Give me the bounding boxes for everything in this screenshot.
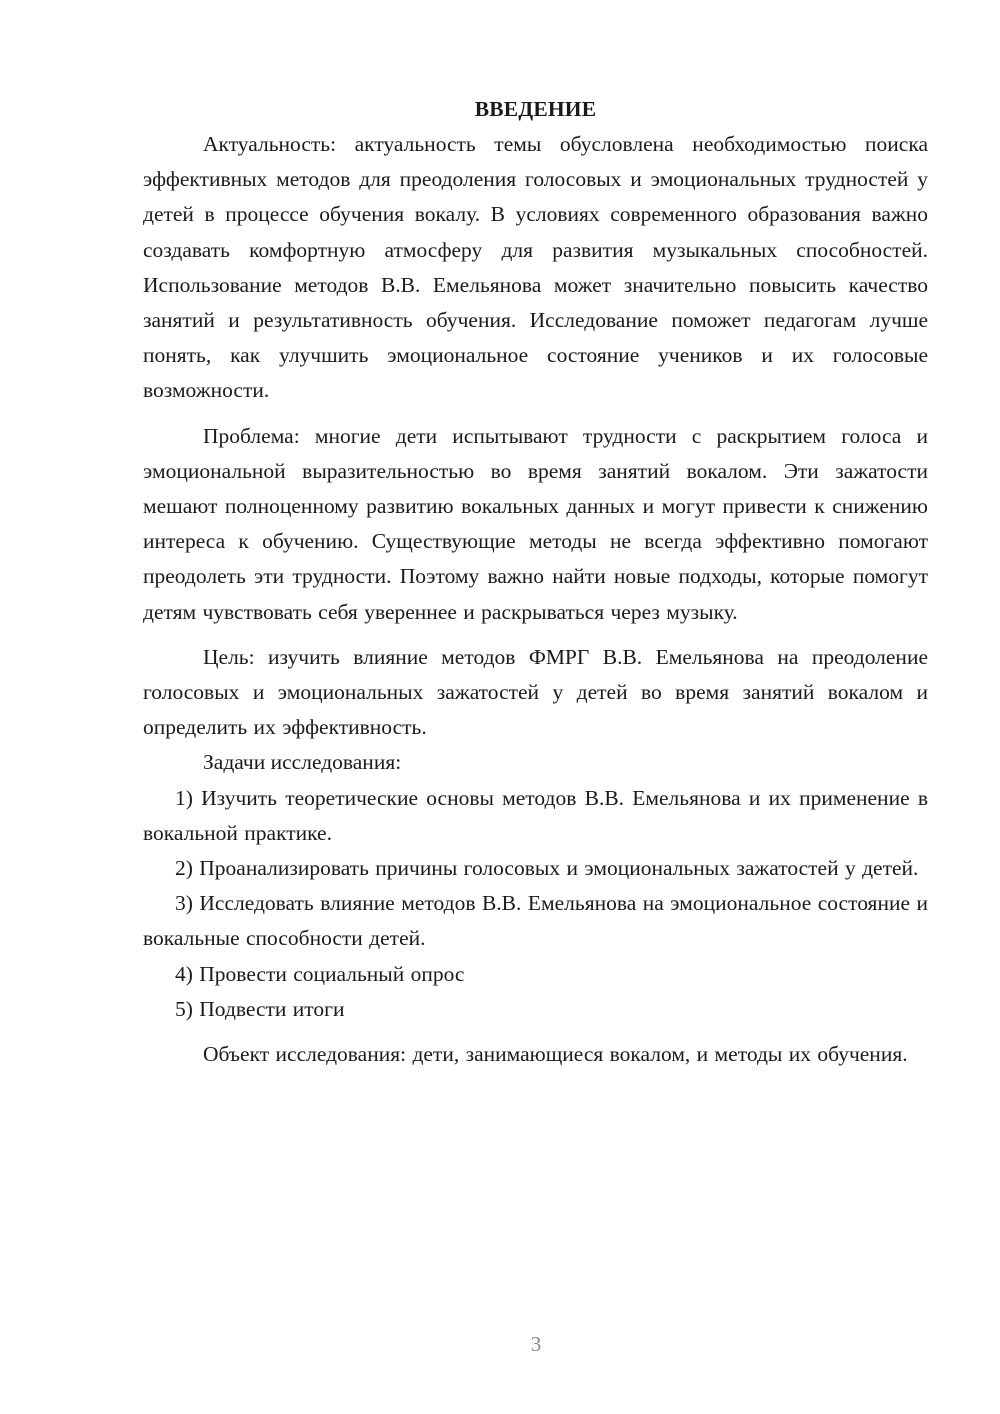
paragraph-relevance: Актуальность: актуальность темы обусловлена необходимостью поиска эффективных методов для преодоления голосовых и эмоциональных трудностей у детей в процессе обучения вокалу. В условиях современного образования важно создавать комфортную атмосферу для развития музыкальных способностей. Использование методов В.В. Емельянова может значительно повысить качество занятий и результативность обучения. Исследование поможет педагогам лучше понять, как улучшить эмоциональное состояние учеников и их голосовые возможности. [143,132,928,403]
task-item-3: 3) Исследовать влияние методов В.В. Емельянова на эмоциональное состояние и вокальные способности детей. [143,891,928,951]
paragraph-goal: Цель: изучить влияние методов ФМРГ В.В. Емельянова на преодоление голосовых и эмоциональных зажатостей у детей во время занятий вокалом и определить их эффективность. [143,644,928,740]
paragraph-problem: Проблема: многие дети испытывают трудности с раскрытием голоса и эмоциональной выразительностью во время занятий вокалом. Эти зажатости мешают полноценному развитию вокальных данных и могут привести к снижению интереса к обучению. Существующие методы не всегда эффективно помогают преодолеть эти трудности. Поэтому важно найти новые подходы, которые помогут детям чувствовать себя увереннее и раскрываться через музыку. [143,423,928,624]
tasks-title: Задачи исследования: [203,750,402,775]
task-item-4: 4) Провести социальный опрос [175,961,465,986]
task-item-1: 1) Изучить теоретические основы методов В.В. Емельянова и их применение в вокальной практике. [143,785,928,845]
task-item-2: 2) Проанализировать причины голосовых и эмоциональных зажатостей у детей. [175,856,919,881]
task-item-5: 5) Подвести итоги [175,996,345,1021]
document-heading: ВВЕДЕНИЕ [474,97,597,121]
paragraph-object: Объект исследования: дети, занимающиеся вокалом, и методы их обучения. [203,1042,908,1067]
page-number: 3 [530,1332,542,1356]
document-page [143,92,928,1072]
